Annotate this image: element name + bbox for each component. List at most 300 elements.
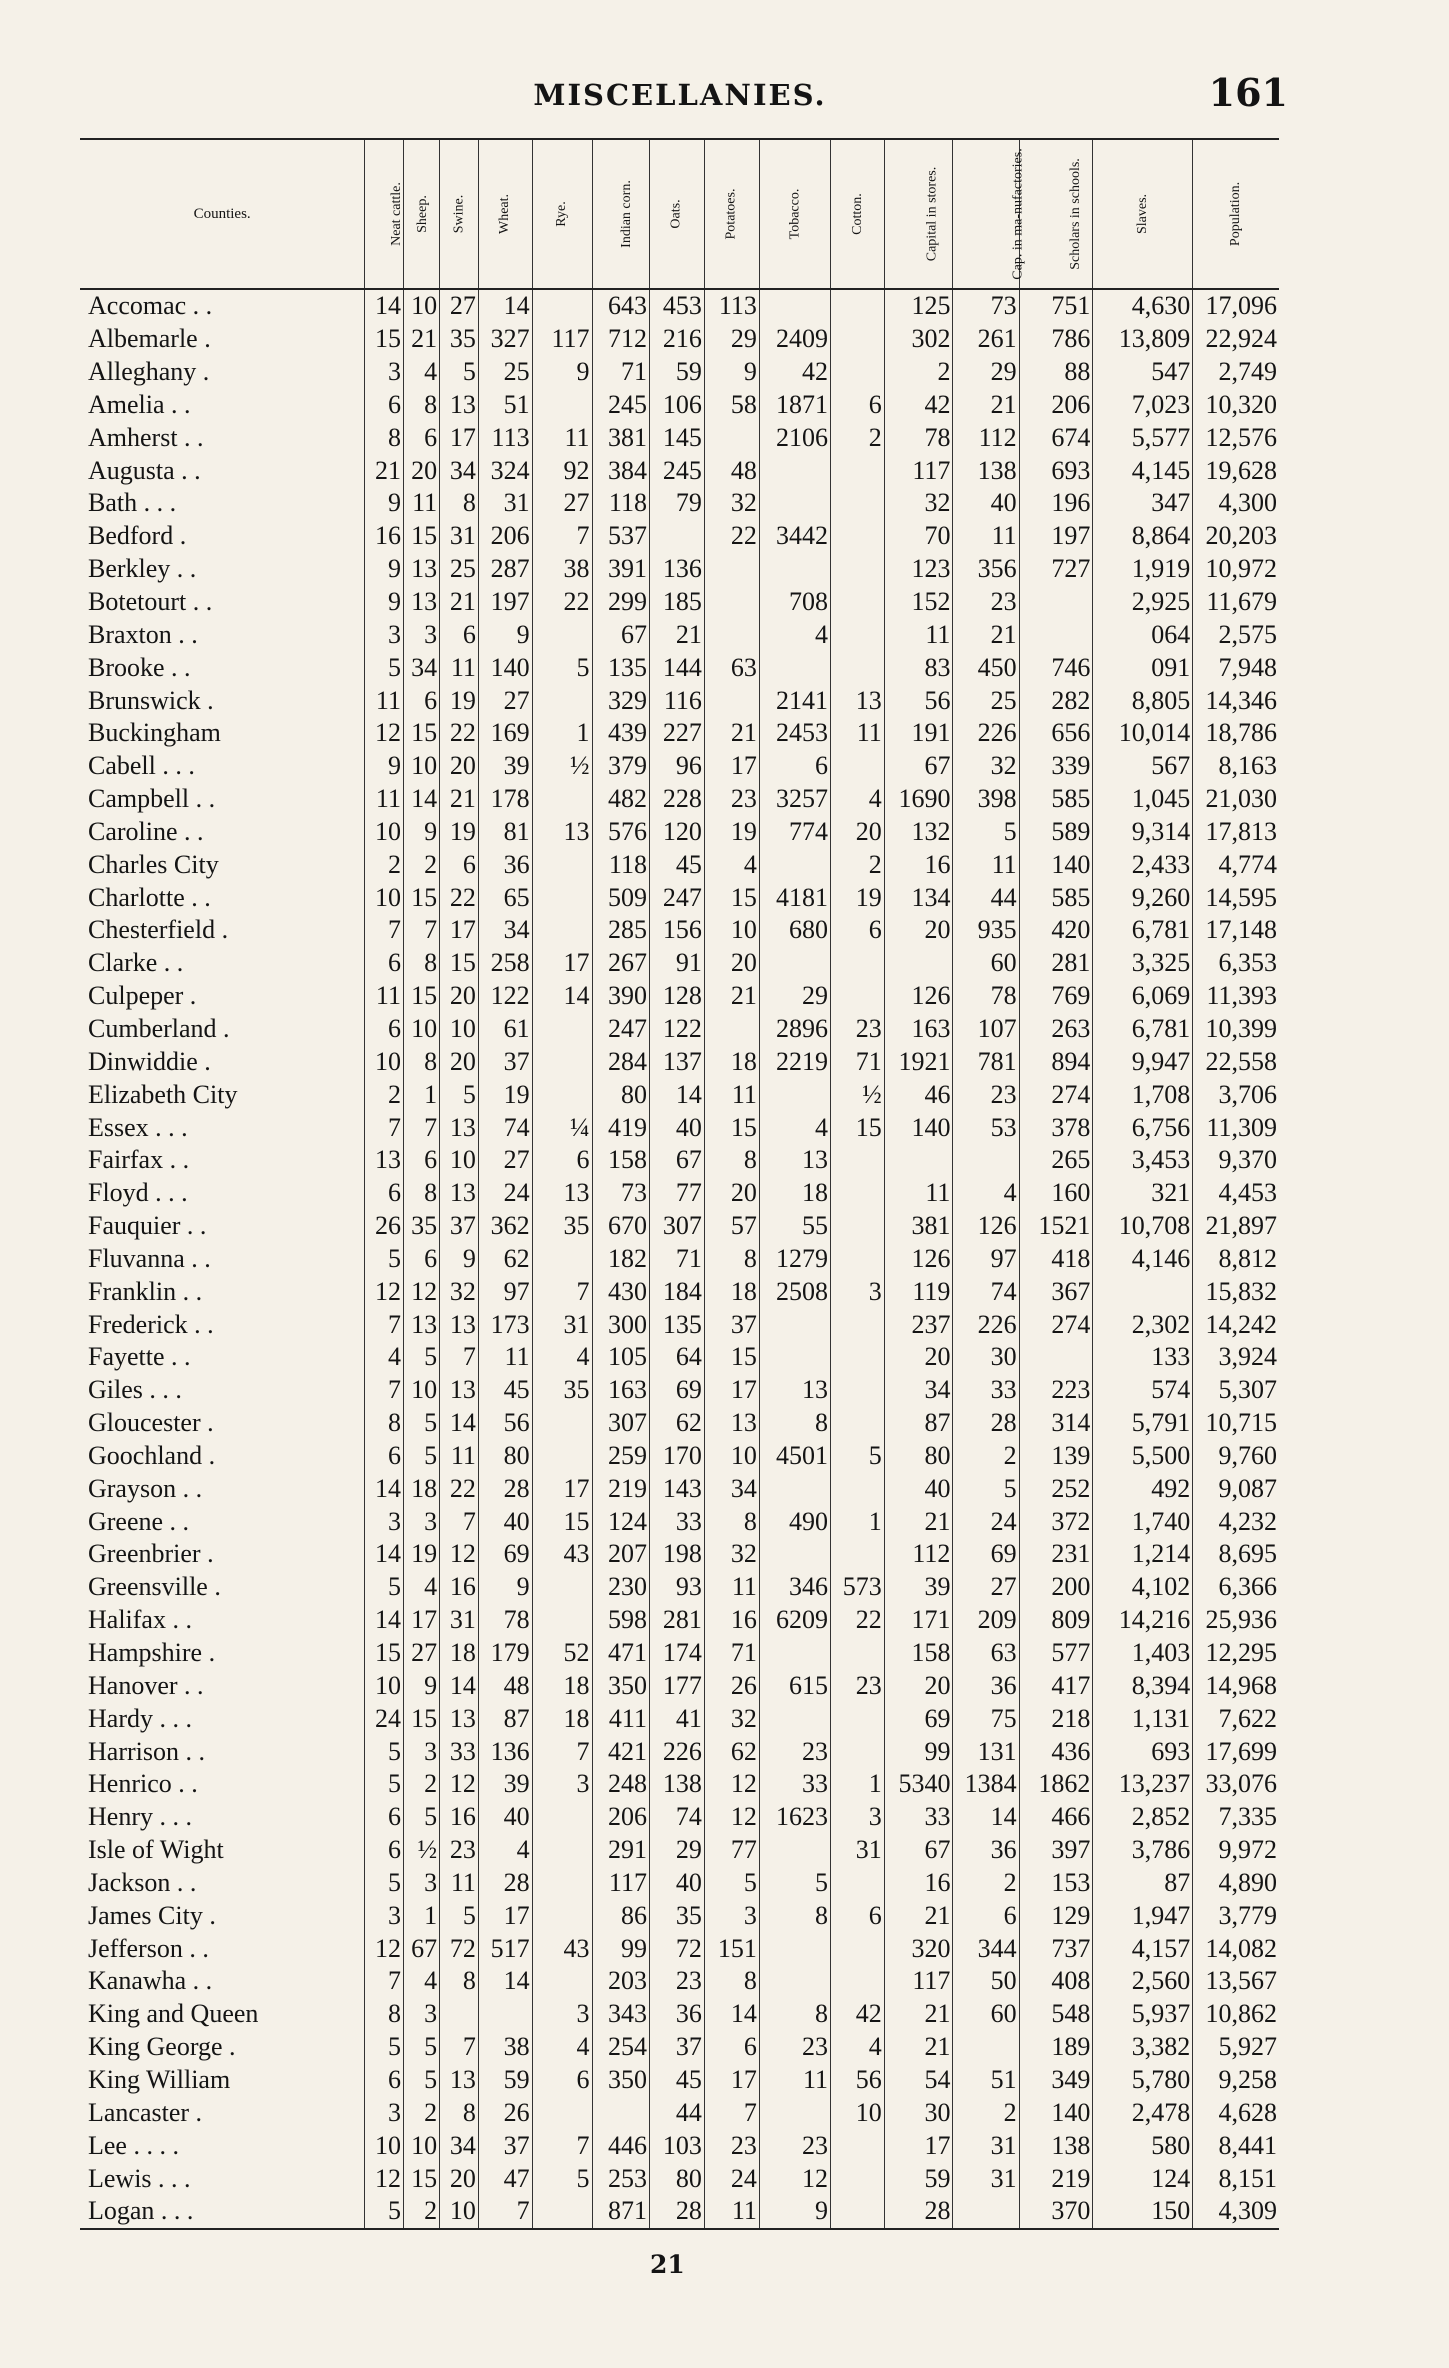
table-row <box>80 618 1279 651</box>
value-cell: 21,897 <box>1193 1210 1279 1243</box>
value-cell: 79 <box>649 487 704 520</box>
value-cell: 25 <box>953 684 1019 717</box>
value-cell: 11 <box>704 2195 759 2229</box>
value-cell: 59 <box>649 356 704 389</box>
value-cell: 124 <box>1093 2162 1193 2195</box>
value-cell: 219 <box>1019 2162 1093 2195</box>
value-cell: 116 <box>649 684 704 717</box>
column-header-label: Capital in stores. <box>924 166 939 262</box>
table-row <box>80 1111 1279 1144</box>
county-name-cell: Charles City <box>88 849 219 879</box>
value-cell: 1 <box>532 717 592 750</box>
value-cell: 267 <box>592 947 649 980</box>
column-header <box>1019 139 1093 289</box>
value-cell: 3 <box>831 1275 885 1308</box>
county-name-cell: Greensville . <box>88 1572 221 1602</box>
value-cell: 12 <box>365 1275 404 1308</box>
table-row <box>80 947 1279 980</box>
value-cell: 1 <box>403 1899 439 1932</box>
value-cell: 5 <box>365 2195 404 2229</box>
value-cell: 27 <box>953 1571 1019 1604</box>
value-cell <box>831 1374 885 1407</box>
value-cell: 281 <box>649 1604 704 1637</box>
value-cell: 87 <box>1093 1867 1193 1900</box>
column-header-label: Sheep. <box>414 195 430 233</box>
value-cell: 6 <box>365 1177 404 1210</box>
value-cell: 28 <box>953 1407 1019 1440</box>
value-cell: 216 <box>649 323 704 356</box>
value-cell: 13 <box>440 1374 479 1407</box>
value-cell: 2508 <box>759 1275 830 1308</box>
value-cell: 34 <box>403 651 439 684</box>
value-cell: 40 <box>884 1472 953 1505</box>
value-cell: 184 <box>649 1275 704 1308</box>
value-cell: 36 <box>478 848 532 881</box>
value-cell: 7 <box>532 2129 592 2162</box>
value-cell: 1 <box>831 1768 885 1801</box>
value-cell: 3,325 <box>1093 947 1193 980</box>
value-cell <box>759 1834 830 1867</box>
value-cell: 27 <box>403 1637 439 1670</box>
value-cell: 15 <box>403 717 439 750</box>
value-cell: 177 <box>649 1669 704 1702</box>
column-header-label: Oats. <box>668 199 684 229</box>
value-cell: 22 <box>704 520 759 553</box>
value-cell: 408 <box>1019 1965 1093 1998</box>
value-cell: 15 <box>365 1637 404 1670</box>
value-cell: 26 <box>365 1210 404 1243</box>
value-cell: 8,441 <box>1193 2129 1279 2162</box>
value-cell: 3,382 <box>1093 2031 1193 2064</box>
value-cell: 10 <box>704 1440 759 1473</box>
value-cell: 6,756 <box>1093 1111 1193 1144</box>
value-cell: 9,260 <box>1093 881 1193 914</box>
value-cell: 139 <box>1019 1440 1093 1473</box>
value-cell: 138 <box>649 1768 704 1801</box>
value-cell: 245 <box>592 389 649 422</box>
value-cell: 15,832 <box>1193 1275 1279 1308</box>
value-cell: 42 <box>831 1998 885 2031</box>
value-cell: 15 <box>403 2162 439 2195</box>
value-cell <box>649 520 704 553</box>
value-cell: 4,453 <box>1193 1177 1279 1210</box>
value-cell: 8 <box>759 1899 830 1932</box>
value-cell: 5 <box>440 356 479 389</box>
value-cell: 33 <box>440 1735 479 1768</box>
value-cell <box>759 848 830 881</box>
value-cell: 227 <box>649 717 704 750</box>
county-statistics-table <box>80 138 1279 2230</box>
value-cell: 13,809 <box>1093 323 1193 356</box>
value-cell <box>532 1604 592 1637</box>
value-cell: 44 <box>953 881 1019 914</box>
county-name-cell: Lee . . . . <box>88 2130 179 2160</box>
value-cell <box>532 1045 592 1078</box>
value-cell: 17,813 <box>1193 816 1279 849</box>
value-cell: 343 <box>592 1998 649 2031</box>
value-cell: 124 <box>592 1505 649 1538</box>
value-cell <box>884 1144 953 1177</box>
column-header-label: Counties. <box>193 205 251 222</box>
table-row <box>80 1998 1279 2031</box>
value-cell <box>1019 618 1093 651</box>
value-cell: 10 <box>365 1669 404 1702</box>
value-cell <box>759 289 830 323</box>
value-cell: 21 <box>884 1899 953 1932</box>
value-cell: 245 <box>649 454 704 487</box>
value-cell: 61 <box>478 1013 532 1046</box>
value-cell: 3 <box>403 1505 439 1538</box>
value-cell: 11 <box>403 487 439 520</box>
value-cell: 16 <box>704 1604 759 1637</box>
value-cell: 10,014 <box>1093 717 1193 750</box>
value-cell: 727 <box>1019 553 1093 586</box>
column-header-label: Population. <box>1228 181 1244 247</box>
value-cell: 45 <box>649 2064 704 2097</box>
value-cell: 62 <box>704 1735 759 1768</box>
value-cell: 5 <box>403 1440 439 1473</box>
value-cell: 7 <box>440 1341 479 1374</box>
value-cell: 420 <box>1019 914 1093 947</box>
value-cell: 5 <box>440 1899 479 1932</box>
value-cell: 4 <box>704 848 759 881</box>
value-cell <box>953 1144 1019 1177</box>
value-cell: 450 <box>953 651 1019 684</box>
table-row <box>80 1275 1279 1308</box>
value-cell: 23 <box>649 1965 704 1998</box>
value-cell: 8 <box>759 1407 830 1440</box>
value-cell: 10 <box>403 1374 439 1407</box>
value-cell: 11 <box>440 1440 479 1473</box>
value-cell: 140 <box>1019 848 1093 881</box>
value-cell: 15 <box>704 1111 759 1144</box>
value-cell: 10 <box>440 1013 479 1046</box>
value-cell: 10 <box>365 881 404 914</box>
value-cell <box>532 783 592 816</box>
value-cell: 13 <box>440 389 479 422</box>
value-cell: 8,695 <box>1193 1538 1279 1571</box>
value-cell: 13 <box>831 684 885 717</box>
value-cell: 585 <box>1019 881 1093 914</box>
value-cell: 693 <box>1019 454 1093 487</box>
value-cell: 786 <box>1019 323 1093 356</box>
value-cell: 29 <box>759 980 830 1013</box>
value-cell: 206 <box>478 520 532 553</box>
value-cell: 17 <box>478 1899 532 1932</box>
value-cell: 14 <box>649 1078 704 1111</box>
value-cell: 8 <box>403 1045 439 1078</box>
value-cell: 8 <box>440 1965 479 1998</box>
value-cell <box>831 323 885 356</box>
county-name-cell: Logan . . . <box>80 2195 365 2229</box>
value-cell: 9 <box>403 816 439 849</box>
value-cell: 9 <box>365 487 404 520</box>
value-cell: 537 <box>592 520 649 553</box>
value-cell: 6,781 <box>1093 914 1193 947</box>
value-cell: 39 <box>478 1768 532 1801</box>
value-cell: 19 <box>440 684 479 717</box>
value-cell: 43 <box>532 1932 592 1965</box>
value-cell: 140 <box>478 651 532 684</box>
value-cell: 10,399 <box>1193 1013 1279 1046</box>
value-cell: 4181 <box>759 881 830 914</box>
county-name-cell: Charlotte . . <box>88 882 211 912</box>
value-cell: 4,146 <box>1093 1242 1193 1275</box>
table-row <box>80 1801 1279 1834</box>
value-cell: 7,335 <box>1193 1801 1279 1834</box>
value-cell: 13 <box>532 816 592 849</box>
value-cell: 746 <box>1019 651 1093 684</box>
table-row <box>80 1735 1279 1768</box>
value-cell: 418 <box>1019 1242 1093 1275</box>
value-cell: 12 <box>704 1801 759 1834</box>
value-cell: 5 <box>953 816 1019 849</box>
value-cell: 150 <box>1093 2195 1193 2229</box>
column-header <box>649 139 704 289</box>
value-cell: 5,791 <box>1093 1407 1193 1440</box>
value-cell: 80 <box>884 1440 953 1473</box>
value-cell: 5 <box>403 1801 439 1834</box>
value-cell: 5 <box>365 2031 404 2064</box>
value-cell: 143 <box>649 1472 704 1505</box>
value-cell <box>831 1932 885 1965</box>
value-cell: 23 <box>953 586 1019 619</box>
value-cell: 9,258 <box>1193 2064 1279 2097</box>
table-row <box>80 454 1279 487</box>
value-cell: 11 <box>704 1571 759 1604</box>
value-cell: 31 <box>831 1834 885 1867</box>
county-name-cell: King George . <box>88 2032 236 2062</box>
value-cell <box>759 1538 830 1571</box>
value-cell: 15 <box>532 1505 592 1538</box>
value-cell: 7,622 <box>1193 1702 1279 1735</box>
value-cell: 20,203 <box>1193 520 1279 553</box>
value-cell: 8 <box>440 487 479 520</box>
column-header <box>704 139 759 289</box>
value-cell: 27 <box>440 289 479 323</box>
value-cell: 33 <box>884 1801 953 1834</box>
value-cell: 14,216 <box>1093 1604 1193 1637</box>
column-header-label: Slaves. <box>1134 193 1150 235</box>
value-cell: 197 <box>478 586 532 619</box>
value-cell: 4,102 <box>1093 1571 1193 1604</box>
value-cell: 228 <box>649 783 704 816</box>
value-cell: 21 <box>953 389 1019 422</box>
value-cell: 23 <box>759 2031 830 2064</box>
county-name-cell: Hampshire . <box>88 1638 216 1668</box>
value-cell: 6 <box>365 1801 404 1834</box>
value-cell <box>759 1702 830 1735</box>
value-cell: 329 <box>592 684 649 717</box>
value-cell: 11 <box>440 1867 479 1900</box>
value-cell: 42 <box>884 389 953 422</box>
column-header-label: Potatoes. <box>723 188 739 240</box>
value-cell: 5 <box>831 1440 885 1473</box>
value-cell: 67 <box>649 1144 704 1177</box>
value-cell: 391 <box>592 553 649 586</box>
value-cell: 8 <box>365 421 404 454</box>
value-cell: 34 <box>884 1374 953 1407</box>
value-cell: 19 <box>440 816 479 849</box>
value-cell: 781 <box>953 1045 1019 1078</box>
value-cell: 43 <box>532 1538 592 1571</box>
county-name-cell: Albemarle . <box>88 324 211 354</box>
value-cell: 35 <box>532 1210 592 1243</box>
value-cell: 123 <box>884 553 953 586</box>
county-name-cell: Gloucester . <box>88 1408 214 1438</box>
column-header-label: Indian corn. <box>618 180 634 248</box>
value-cell: 656 <box>1019 717 1093 750</box>
value-cell: 259 <box>592 1440 649 1473</box>
value-cell: 36 <box>953 1669 1019 1702</box>
value-cell: 10,708 <box>1093 1210 1193 1243</box>
value-cell: 138 <box>953 454 1019 487</box>
value-cell: 118 <box>592 487 649 520</box>
value-cell: ¼ <box>532 1111 592 1144</box>
value-cell: 471 <box>592 1637 649 1670</box>
value-cell: 3,706 <box>1193 1078 1279 1111</box>
value-cell: 70 <box>884 520 953 553</box>
value-cell: 3,779 <box>1193 1899 1279 1932</box>
value-cell: 11,393 <box>1193 980 1279 1013</box>
value-cell: 643 <box>592 289 649 323</box>
value-cell: 223 <box>1019 1374 1093 1407</box>
value-cell: 11 <box>365 980 404 1013</box>
value-cell: 381 <box>884 1210 953 1243</box>
value-cell: 11 <box>759 2064 830 2097</box>
value-cell: 25 <box>478 356 532 389</box>
value-cell: 12 <box>704 1768 759 1801</box>
value-cell: 3,453 <box>1093 1144 1193 1177</box>
value-cell: 1862 <box>1019 1768 1093 1801</box>
value-cell: 12 <box>403 1275 439 1308</box>
value-cell: 14,346 <box>1193 684 1279 717</box>
running-title: MISCELLANIES. <box>533 78 827 112</box>
value-cell: 17 <box>704 750 759 783</box>
table-row <box>80 1538 1279 1571</box>
value-cell: 12 <box>365 1932 404 1965</box>
value-cell: 132 <box>884 816 953 849</box>
value-cell: 6 <box>403 421 439 454</box>
value-cell: 17,096 <box>1193 289 1279 323</box>
value-cell: 71 <box>831 1045 885 1078</box>
value-cell <box>831 2129 885 2162</box>
value-cell <box>831 1472 885 1505</box>
value-cell: 4 <box>759 1111 830 1144</box>
value-cell: 5,577 <box>1093 421 1193 454</box>
value-cell <box>532 2195 592 2229</box>
value-cell: 585 <box>1019 783 1093 816</box>
value-cell: 314 <box>1019 1407 1093 1440</box>
value-cell: 10 <box>365 816 404 849</box>
value-cell: 37 <box>440 1210 479 1243</box>
value-cell: 370 <box>1019 2195 1093 2229</box>
value-cell: 126 <box>884 1242 953 1275</box>
value-cell: 13,237 <box>1093 1768 1193 1801</box>
value-cell: 339 <box>1019 750 1093 783</box>
value-cell: 398 <box>953 783 1019 816</box>
value-cell: 7 <box>365 1965 404 1998</box>
value-cell: 281 <box>1019 947 1093 980</box>
value-cell: 547 <box>1093 356 1193 389</box>
value-cell <box>831 1965 885 1998</box>
value-cell: 3 <box>365 1899 404 1932</box>
value-cell: 27 <box>478 1144 532 1177</box>
table-row <box>80 2064 1279 2097</box>
value-cell: 17,699 <box>1193 1735 1279 1768</box>
value-cell: 252 <box>1019 1472 1093 1505</box>
value-cell: 13 <box>759 1144 830 1177</box>
value-cell: 59 <box>884 2162 953 2195</box>
table-row <box>80 717 1279 750</box>
value-cell: 430 <box>592 1275 649 1308</box>
value-cell: 9,314 <box>1093 816 1193 849</box>
value-cell <box>478 1998 532 2031</box>
value-cell: 19 <box>478 1078 532 1111</box>
county-name-cell: Grayson . . <box>88 1473 203 1503</box>
value-cell: 6 <box>365 1013 404 1046</box>
value-cell: 88 <box>1019 356 1093 389</box>
value-cell: 31 <box>953 2162 1019 2195</box>
value-cell: 20 <box>884 914 953 947</box>
value-cell: 5,780 <box>1093 2064 1193 2097</box>
column-header <box>532 139 592 289</box>
value-cell: 136 <box>478 1735 532 1768</box>
value-cell <box>440 1998 479 2031</box>
value-cell: 117 <box>884 1965 953 1998</box>
value-cell: 140 <box>884 1111 953 1144</box>
value-cell: 37 <box>649 2031 704 2064</box>
value-cell: 18 <box>759 1177 830 1210</box>
value-cell: 490 <box>759 1505 830 1538</box>
table-row <box>80 323 1279 356</box>
value-cell: 9 <box>478 618 532 651</box>
value-cell: 2 <box>953 1440 1019 1473</box>
table-row <box>80 1341 1279 1374</box>
value-cell: 3 <box>532 1768 592 1801</box>
value-cell <box>831 586 885 619</box>
value-cell: 324 <box>478 454 532 487</box>
value-cell: 65 <box>478 881 532 914</box>
value-cell: 131 <box>953 1735 1019 1768</box>
value-cell: 307 <box>592 1407 649 1440</box>
table-row <box>80 1045 1279 1078</box>
value-cell: 4,300 <box>1193 487 1279 520</box>
value-cell: 12 <box>365 2162 404 2195</box>
value-cell: 17 <box>440 421 479 454</box>
value-cell: 3 <box>704 1899 759 1932</box>
value-cell: 589 <box>1019 816 1093 849</box>
value-cell: 27 <box>478 684 532 717</box>
column-header <box>403 139 439 289</box>
value-cell: 751 <box>1019 289 1093 323</box>
value-cell: 2453 <box>759 717 830 750</box>
table-row <box>80 2195 1279 2229</box>
value-cell: 169 <box>478 717 532 750</box>
value-cell: 253 <box>592 2162 649 2195</box>
value-cell: 1,919 <box>1093 553 1193 586</box>
table-header-row <box>80 139 1279 289</box>
value-cell: 23 <box>953 1078 1019 1111</box>
value-cell: 34 <box>440 454 479 487</box>
value-cell: 71 <box>649 1242 704 1275</box>
value-cell <box>831 1144 885 1177</box>
value-cell: 182 <box>592 1242 649 1275</box>
value-cell: 32 <box>704 1702 759 1735</box>
value-cell: 74 <box>953 1275 1019 1308</box>
value-cell: 67 <box>884 1834 953 1867</box>
value-cell: 509 <box>592 881 649 914</box>
